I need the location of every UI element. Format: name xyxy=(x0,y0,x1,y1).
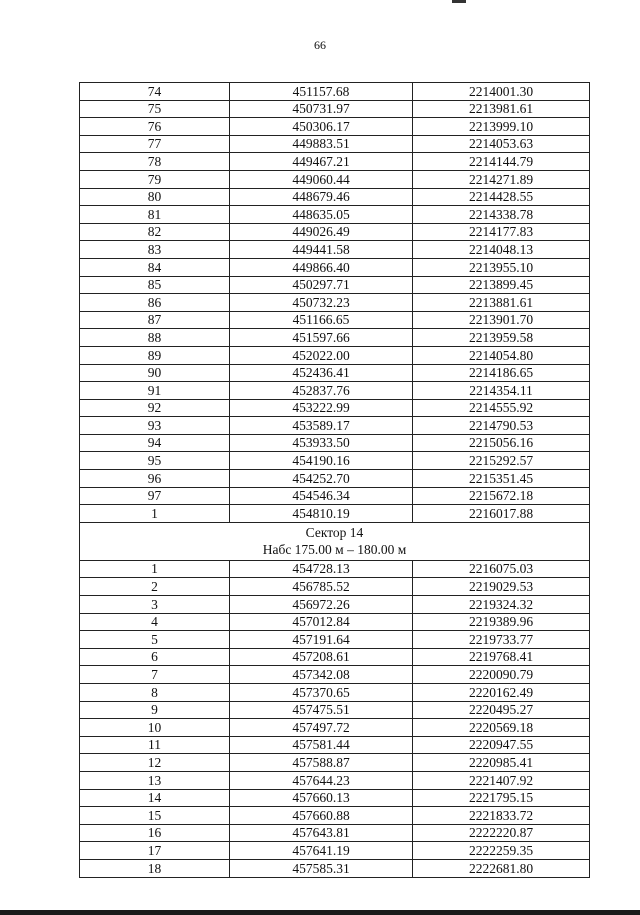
point-number-cell: 80 xyxy=(80,188,230,206)
y-coordinate-cell: 2220495.27 xyxy=(413,701,590,719)
point-number-cell: 10 xyxy=(80,719,230,737)
table-row xyxy=(80,613,590,631)
table-row xyxy=(80,100,590,118)
x-coordinate-cell: 457497.72 xyxy=(230,719,413,737)
x-coordinate-cell: 457191.64 xyxy=(230,631,413,649)
x-coordinate-cell: 453933.50 xyxy=(230,434,413,452)
point-number-cell: 3 xyxy=(80,596,230,614)
x-coordinate-cell: 453589.17 xyxy=(230,417,413,435)
x-coordinate-cell: 457585.31 xyxy=(230,859,413,877)
x-coordinate-cell: 457342.08 xyxy=(230,666,413,684)
y-coordinate-cell: 2214186.65 xyxy=(413,364,590,382)
x-coordinate-cell: 452022.00 xyxy=(230,346,413,364)
point-number-cell: 81 xyxy=(80,206,230,224)
point-number-cell: 18 xyxy=(80,859,230,877)
y-coordinate-cell: 2222220.87 xyxy=(413,824,590,842)
y-coordinate-cell: 2221407.92 xyxy=(413,771,590,789)
x-coordinate-cell: 457581.44 xyxy=(230,736,413,754)
point-number-cell: 11 xyxy=(80,736,230,754)
table-row xyxy=(80,206,590,224)
y-coordinate-cell: 2214338.78 xyxy=(413,206,590,224)
coordinates-rows-after xyxy=(80,560,590,877)
table-row xyxy=(80,684,590,702)
x-coordinate-cell: 457370.65 xyxy=(230,684,413,702)
point-number-cell: 90 xyxy=(80,364,230,382)
table-row xyxy=(80,648,590,666)
table-row xyxy=(80,560,590,578)
table-row xyxy=(80,789,590,807)
sector-title: Сектор 14 xyxy=(305,525,364,541)
x-coordinate-cell: 448679.46 xyxy=(230,188,413,206)
y-coordinate-cell: 2219389.96 xyxy=(413,613,590,631)
point-number-cell: 78 xyxy=(80,153,230,171)
point-number-cell: 91 xyxy=(80,382,230,400)
x-coordinate-cell: 457012.84 xyxy=(230,613,413,631)
y-coordinate-cell: 2220947.55 xyxy=(413,736,590,754)
x-coordinate-cell: 450731.97 xyxy=(230,100,413,118)
table-row xyxy=(80,382,590,400)
y-coordinate-cell: 2220985.41 xyxy=(413,754,590,772)
table-row xyxy=(80,417,590,435)
table-row xyxy=(80,736,590,754)
x-coordinate-cell: 457475.51 xyxy=(230,701,413,719)
sector-header-cell xyxy=(80,522,590,560)
point-number-cell: 8 xyxy=(80,684,230,702)
y-coordinate-cell: 2214555.92 xyxy=(413,399,590,417)
point-number-cell: 2 xyxy=(80,578,230,596)
point-number-cell: 9 xyxy=(80,701,230,719)
y-coordinate-cell: 2219768.41 xyxy=(413,648,590,666)
table-row xyxy=(80,824,590,842)
table-row xyxy=(80,346,590,364)
point-number-cell: 7 xyxy=(80,666,230,684)
y-coordinate-cell: 2214054.80 xyxy=(413,346,590,364)
table-row xyxy=(80,578,590,596)
point-number-cell: 5 xyxy=(80,631,230,649)
x-coordinate-cell: 456972.26 xyxy=(230,596,413,614)
x-coordinate-cell: 454546.34 xyxy=(230,487,413,505)
x-coordinate-cell: 452436.41 xyxy=(230,364,413,382)
y-coordinate-cell: 2213999.10 xyxy=(413,118,590,136)
table-row xyxy=(80,399,590,417)
x-coordinate-cell: 457641.19 xyxy=(230,842,413,860)
point-number-cell: 12 xyxy=(80,754,230,772)
point-number-cell: 17 xyxy=(80,842,230,860)
table-row xyxy=(80,294,590,312)
point-number-cell: 1 xyxy=(80,560,230,578)
y-coordinate-cell: 2214428.55 xyxy=(413,188,590,206)
table-row xyxy=(80,311,590,329)
point-number-cell: 94 xyxy=(80,434,230,452)
point-number-cell: 86 xyxy=(80,294,230,312)
x-coordinate-cell: 457208.61 xyxy=(230,648,413,666)
y-coordinate-cell: 2214001.30 xyxy=(413,83,590,101)
table-row xyxy=(80,505,590,523)
table-row xyxy=(80,754,590,772)
coordinates-rows-before xyxy=(80,83,590,523)
scan-mark xyxy=(452,0,466,3)
x-coordinate-cell: 449441.58 xyxy=(230,241,413,259)
x-coordinate-cell: 457643.81 xyxy=(230,824,413,842)
table-row xyxy=(80,434,590,452)
x-coordinate-cell: 451597.66 xyxy=(230,329,413,347)
point-number-cell: 74 xyxy=(80,83,230,101)
point-number-cell: 92 xyxy=(80,399,230,417)
x-coordinate-cell: 454728.13 xyxy=(230,560,413,578)
point-number-cell: 16 xyxy=(80,824,230,842)
point-number-cell: 88 xyxy=(80,329,230,347)
y-coordinate-cell: 2213881.61 xyxy=(413,294,590,312)
point-number-cell: 87 xyxy=(80,311,230,329)
x-coordinate-cell: 454252.70 xyxy=(230,470,413,488)
x-coordinate-cell: 457588.87 xyxy=(230,754,413,772)
x-coordinate-cell: 451166.65 xyxy=(230,311,413,329)
y-coordinate-cell: 2219324.32 xyxy=(413,596,590,614)
y-coordinate-cell: 2221833.72 xyxy=(413,807,590,825)
table-row xyxy=(80,719,590,737)
x-coordinate-cell: 457644.23 xyxy=(230,771,413,789)
table-row xyxy=(80,631,590,649)
table-row xyxy=(80,241,590,259)
sector-header-row xyxy=(80,522,590,560)
point-number-cell: 93 xyxy=(80,417,230,435)
x-coordinate-cell: 448635.05 xyxy=(230,206,413,224)
table-row xyxy=(80,153,590,171)
table-row xyxy=(80,135,590,153)
point-number-cell: 76 xyxy=(80,118,230,136)
table-row xyxy=(80,276,590,294)
table-row xyxy=(80,83,590,101)
table-row xyxy=(80,188,590,206)
point-number-cell: 85 xyxy=(80,276,230,294)
point-number-cell: 75 xyxy=(80,100,230,118)
x-coordinate-cell: 452837.76 xyxy=(230,382,413,400)
table-row xyxy=(80,807,590,825)
x-coordinate-cell: 457660.13 xyxy=(230,789,413,807)
table-row xyxy=(80,170,590,188)
y-coordinate-cell: 2214053.63 xyxy=(413,135,590,153)
y-coordinate-cell: 2214271.89 xyxy=(413,170,590,188)
point-number-cell: 13 xyxy=(80,771,230,789)
table-row xyxy=(80,223,590,241)
x-coordinate-cell: 449060.44 xyxy=(230,170,413,188)
point-number-cell: 89 xyxy=(80,346,230,364)
table-row xyxy=(80,596,590,614)
coordinates-table xyxy=(79,82,590,878)
point-number-cell: 15 xyxy=(80,807,230,825)
point-number-cell: 97 xyxy=(80,487,230,505)
x-coordinate-cell: 449866.40 xyxy=(230,258,413,276)
x-coordinate-cell: 449026.49 xyxy=(230,223,413,241)
table-row xyxy=(80,487,590,505)
x-coordinate-cell: 450297.71 xyxy=(230,276,413,294)
y-coordinate-cell: 2213981.61 xyxy=(413,100,590,118)
y-coordinate-cell: 2213899.45 xyxy=(413,276,590,294)
page-number: 66 xyxy=(314,38,326,52)
point-number-cell: 83 xyxy=(80,241,230,259)
point-number-cell: 6 xyxy=(80,648,230,666)
point-number-cell: 82 xyxy=(80,223,230,241)
y-coordinate-cell: 2222259.35 xyxy=(413,842,590,860)
scan-bottom-edge xyxy=(0,910,640,915)
point-number-cell: 96 xyxy=(80,470,230,488)
y-coordinate-cell: 2215292.57 xyxy=(413,452,590,470)
y-coordinate-cell: 2213955.10 xyxy=(413,258,590,276)
x-coordinate-cell: 456785.52 xyxy=(230,578,413,596)
x-coordinate-cell: 451157.68 xyxy=(230,83,413,101)
table-row xyxy=(80,118,590,136)
y-coordinate-cell: 2215672.18 xyxy=(413,487,590,505)
table-row xyxy=(80,329,590,347)
x-coordinate-cell: 453222.99 xyxy=(230,399,413,417)
x-coordinate-cell: 450306.17 xyxy=(230,118,413,136)
point-number-cell: 14 xyxy=(80,789,230,807)
table-row xyxy=(80,859,590,877)
y-coordinate-cell: 2219733.77 xyxy=(413,631,590,649)
y-coordinate-cell: 2214144.79 xyxy=(413,153,590,171)
y-coordinate-cell: 2222681.80 xyxy=(413,859,590,877)
y-coordinate-cell: 2213901.70 xyxy=(413,311,590,329)
y-coordinate-cell: 2214354.11 xyxy=(413,382,590,400)
y-coordinate-cell: 2216017.88 xyxy=(413,505,590,523)
x-coordinate-cell: 457660.88 xyxy=(230,807,413,825)
point-number-cell: 79 xyxy=(80,170,230,188)
x-coordinate-cell: 449883.51 xyxy=(230,135,413,153)
point-number-cell: 4 xyxy=(80,613,230,631)
sector-subtitle: Набс 175.00 м – 180.00 м xyxy=(262,542,407,558)
y-coordinate-cell: 2215056.16 xyxy=(413,434,590,452)
y-coordinate-cell: 2214790.53 xyxy=(413,417,590,435)
table-row xyxy=(80,364,590,382)
y-coordinate-cell: 2215351.45 xyxy=(413,470,590,488)
table-row xyxy=(80,470,590,488)
table-row xyxy=(80,258,590,276)
x-coordinate-cell: 454810.19 xyxy=(230,505,413,523)
y-coordinate-cell: 2214177.83 xyxy=(413,223,590,241)
y-coordinate-cell: 2220090.79 xyxy=(413,666,590,684)
point-number-cell: 1 xyxy=(80,505,230,523)
y-coordinate-cell: 2221795.15 xyxy=(413,789,590,807)
y-coordinate-cell: 2220162.49 xyxy=(413,684,590,702)
y-coordinate-cell: 2220569.18 xyxy=(413,719,590,737)
y-coordinate-cell: 2213959.58 xyxy=(413,329,590,347)
x-coordinate-cell: 449467.21 xyxy=(230,153,413,171)
point-number-cell: 95 xyxy=(80,452,230,470)
y-coordinate-cell: 2216075.03 xyxy=(413,560,590,578)
table-row xyxy=(80,842,590,860)
table-row xyxy=(80,452,590,470)
point-number-cell: 77 xyxy=(80,135,230,153)
table-row xyxy=(80,701,590,719)
table-row xyxy=(80,771,590,789)
table-row xyxy=(80,666,590,684)
x-coordinate-cell: 454190.16 xyxy=(230,452,413,470)
sector-header-group xyxy=(80,522,590,560)
y-coordinate-cell: 2219029.53 xyxy=(413,578,590,596)
x-coordinate-cell: 450732.23 xyxy=(230,294,413,312)
point-number-cell: 84 xyxy=(80,258,230,276)
y-coordinate-cell: 2214048.13 xyxy=(413,241,590,259)
